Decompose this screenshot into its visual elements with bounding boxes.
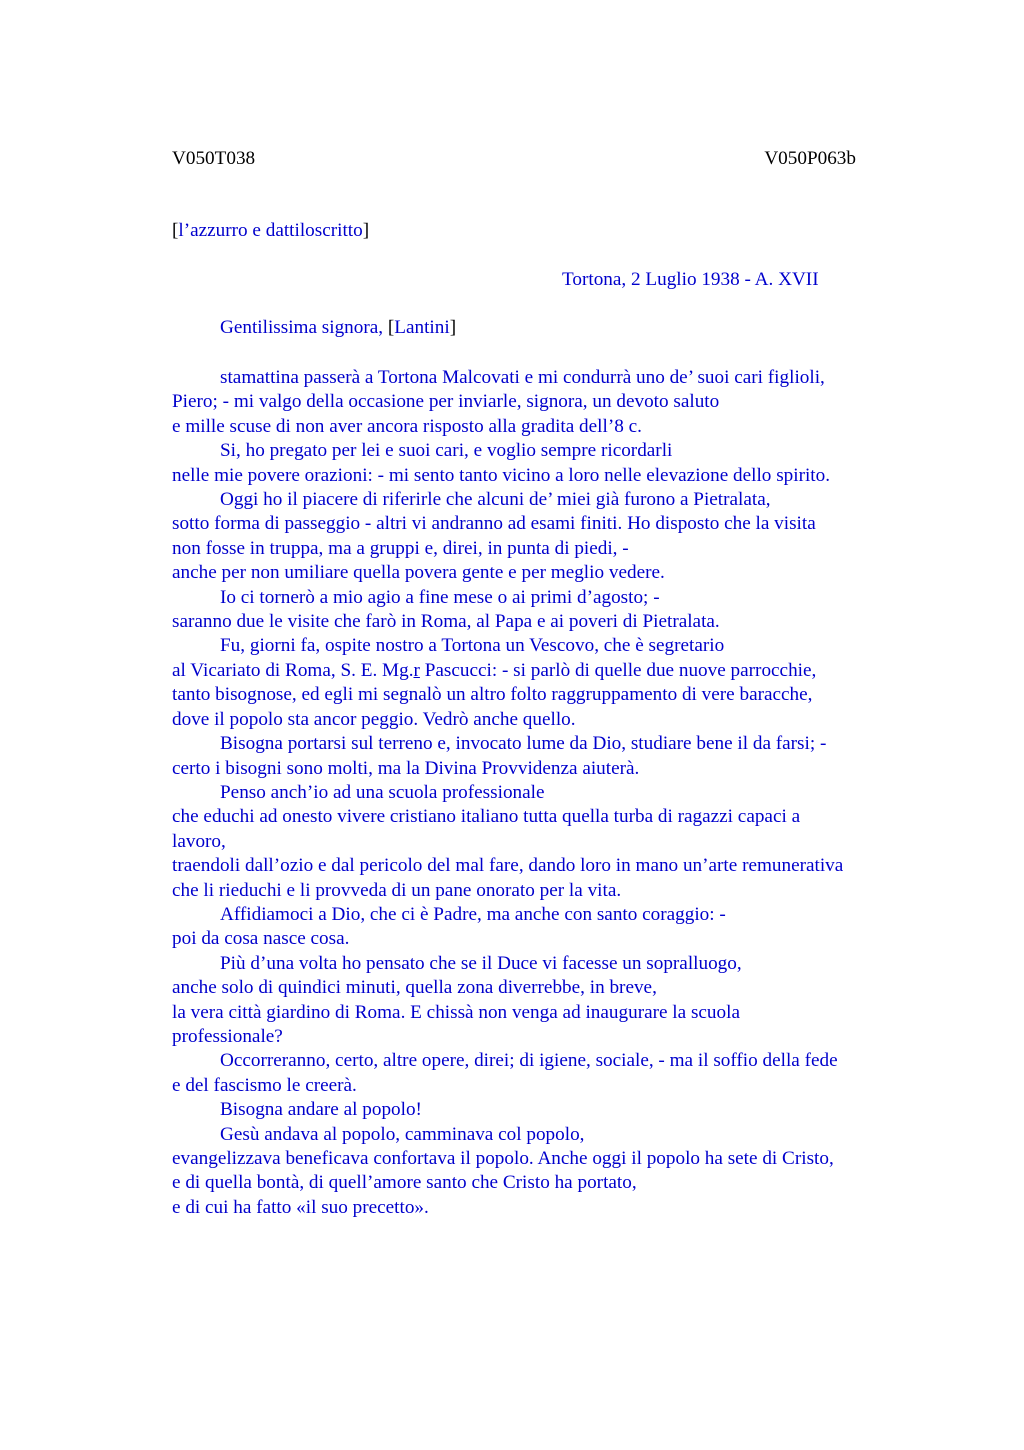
body-line: e di cui ha fatto «il suo precetto». bbox=[172, 1196, 429, 1218]
body-line: dove il popolo sta ancor peggio. Vedrò anche quello. bbox=[172, 708, 576, 730]
document-code-right: V050P063b bbox=[764, 148, 856, 169]
body-line: e mille scuse di non aver ancora risposto alla gradita dell’8 c. bbox=[172, 415, 642, 437]
body-line: anche per non umiliare quella povera gente e per meglio vedere. bbox=[172, 562, 665, 584]
greeting-name: Lantini bbox=[394, 317, 450, 338]
body-line: Occorreranno, certo, altre opere, direi; di igiene, sociale, - ma il soffio della fede bbox=[220, 1050, 838, 1072]
body-line: certo i bisogni sono molti, ma la Divina Provvidenza aiuterà. bbox=[172, 757, 640, 779]
body-line: Gesù andava al popolo, camminava col popolo, bbox=[220, 1123, 585, 1145]
note-open-bracket: [ bbox=[172, 220, 179, 241]
body-line: Bisogna portarsi sul terreno e, invocato lume da Dio, studiare bene il da farsi; - bbox=[220, 733, 827, 755]
body-line: Bisogna andare al popolo! bbox=[220, 1099, 422, 1121]
body-line: Si, ho pregato per lei e suoi cari, e voglio sempre ricordarli bbox=[220, 440, 673, 462]
superscript-abbrev: r bbox=[413, 659, 420, 681]
body-line: non fosse in truppa, ma a gruppi e, direi, in punta di piedi, - bbox=[172, 537, 629, 559]
body-line-part: Pascucci: - si parlò di quelle due nuove parrocchie, bbox=[419, 659, 817, 681]
body-line: stamattina passerà a Tortona Malcovati e mi condurrà uno de’ suoi cari figlioli, bbox=[220, 367, 825, 388]
body-line: la vera città giardino di Roma. E chissà non venga ad inaugurare la scuola bbox=[172, 1001, 740, 1023]
body-line: saranno due le visite che farò in Roma, al Papa e ai poveri di Pietralata. bbox=[172, 611, 720, 633]
body-line: Più d’una volta ho pensato che se il Duce vi facesse un sopralluogo, bbox=[220, 952, 742, 974]
body-line: evangelizzava beneficava confortava il popolo. Anche oggi il popolo ha sete di Cristo, bbox=[172, 1148, 834, 1169]
greeting-text: Gentilissima signora, bbox=[220, 317, 388, 338]
editorial-note bbox=[172, 220, 369, 242]
body-line: Fu, giorni fa, ospite nostro a Tortona un Vescovo, che è segretario bbox=[220, 635, 725, 657]
body-line: Piero; - mi valgo della occasione per inviarle, signora, un devoto saluto bbox=[172, 391, 720, 413]
body-line: lavoro, bbox=[172, 830, 226, 852]
greeting-close-bracket: ] bbox=[449, 317, 457, 338]
note-close-bracket: ] bbox=[362, 220, 370, 241]
letter-body bbox=[172, 366, 912, 1220]
body-line: poi da cosa nasce cosa. bbox=[172, 928, 350, 950]
body-line bbox=[172, 659, 912, 683]
greeting-open-bracket: [ bbox=[387, 317, 395, 338]
letter-greeting bbox=[220, 317, 456, 339]
document-header bbox=[172, 148, 856, 172]
body-line: che educhi ad onesto vivere cristiano italiano tutta quella turba di ragazzi capaci a bbox=[172, 806, 801, 828]
body-line: sotto forma di passeggio - altri vi andranno ad esami finiti. Ho disposto che la visita bbox=[172, 513, 816, 535]
body-line-part: al Vicariato di Roma, S. E. Mg. bbox=[172, 659, 414, 681]
body-line: anche solo di quindici minuti, quella zona diverrebbe, in breve, bbox=[172, 977, 657, 999]
body-line: nelle mie povere orazioni: - mi sento tanto vicino a loro nelle elevazione dello spirito. bbox=[172, 464, 831, 486]
body-line: professionale? bbox=[172, 1025, 283, 1047]
body-line: Oggi ho il piacere di riferirle che alcuni de’ miei già furono a Pietralata, bbox=[220, 489, 771, 511]
letter-dateline: Tortona, 2 Luglio 1938 - A. XVII bbox=[562, 269, 819, 290]
body-line: che li rieduchi e li provveda di un pane onorato per la vita. bbox=[172, 879, 622, 901]
body-line: tanto bisognose, ed egli mi segnalò un altro folto raggruppamento di vere baracche, bbox=[172, 684, 813, 706]
body-line: Io ci tornerò a mio agio a fine mese o ai primi d’agosto; - bbox=[220, 586, 660, 608]
document-code-left: V050T038 bbox=[172, 148, 256, 169]
body-line: Affidiamoci a Dio, che ci è Padre, ma anche con santo coraggio: - bbox=[220, 903, 726, 925]
body-line: e di quella bontà, di quell’amore santo che Cristo ha portato, bbox=[172, 1172, 637, 1194]
body-line: traendoli dall’ozio e dal pericolo del mal fare, dando loro in mano un’arte remunerativa bbox=[172, 855, 844, 877]
note-text: l’azzurro e dattiloscritto bbox=[178, 220, 363, 241]
body-line: e del fascismo le creerà. bbox=[172, 1074, 357, 1096]
body-line: Penso anch’io ad una scuola professionale bbox=[220, 781, 545, 803]
